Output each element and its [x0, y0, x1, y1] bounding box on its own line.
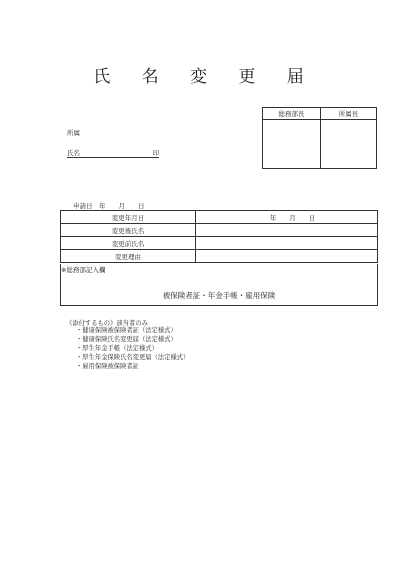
row-label: 変更理由 [61, 250, 196, 263]
row-value-field[interactable] [196, 250, 378, 263]
table-row [61, 211, 378, 224]
attachments-title: 《添付するもの》該当者のみ [66, 320, 148, 327]
table-row [61, 250, 378, 263]
name-signature-line [67, 148, 159, 158]
seal-label: 印 [152, 149, 159, 157]
list-item: ・ 雇用保険被保険者証 [76, 363, 189, 372]
row-label: 変更年月日 [61, 211, 196, 224]
memo-label: ※総務部記入欄 [61, 266, 106, 274]
approval-stamp-box [262, 107, 377, 169]
row-label: 変更前氏名 [61, 237, 196, 250]
list-item: ・ 厚生年金保険氏名変更届（法定様式） [76, 354, 189, 363]
affiliation-label: 所属 [67, 129, 80, 137]
approval-divider-horizontal [263, 119, 376, 120]
admin-memo-box [60, 264, 378, 306]
row-value-field[interactable] [196, 237, 378, 250]
list-item: ・ 厚生年金手帳（法定様式） [76, 345, 189, 354]
table-row [61, 224, 378, 237]
memo-text: 被保険者証・年金手帳・雇用保険 [162, 291, 276, 300]
list-item: ・ 健康保険氏名変更届（法定様式） [76, 336, 189, 345]
row-label: 変更後氏名 [61, 224, 196, 237]
name-label: 氏名 [67, 149, 80, 157]
application-date: 申請日 年 月 日 [73, 202, 145, 210]
date-placeholder: 年 月 日 [269, 213, 316, 222]
approval-header-general-manager: 総務部長 [278, 110, 305, 118]
table-row [61, 237, 378, 250]
row-value-field[interactable] [196, 211, 378, 224]
change-form-table [60, 210, 378, 263]
page-title: 氏 名 変 更 届 [93, 67, 317, 87]
list-item: ・ 健康保険被保険者証（法定様式） [76, 327, 189, 336]
approval-header-department-head: 所属長 [338, 110, 359, 118]
attachments-list [76, 327, 189, 372]
row-value-field[interactable] [196, 224, 378, 237]
